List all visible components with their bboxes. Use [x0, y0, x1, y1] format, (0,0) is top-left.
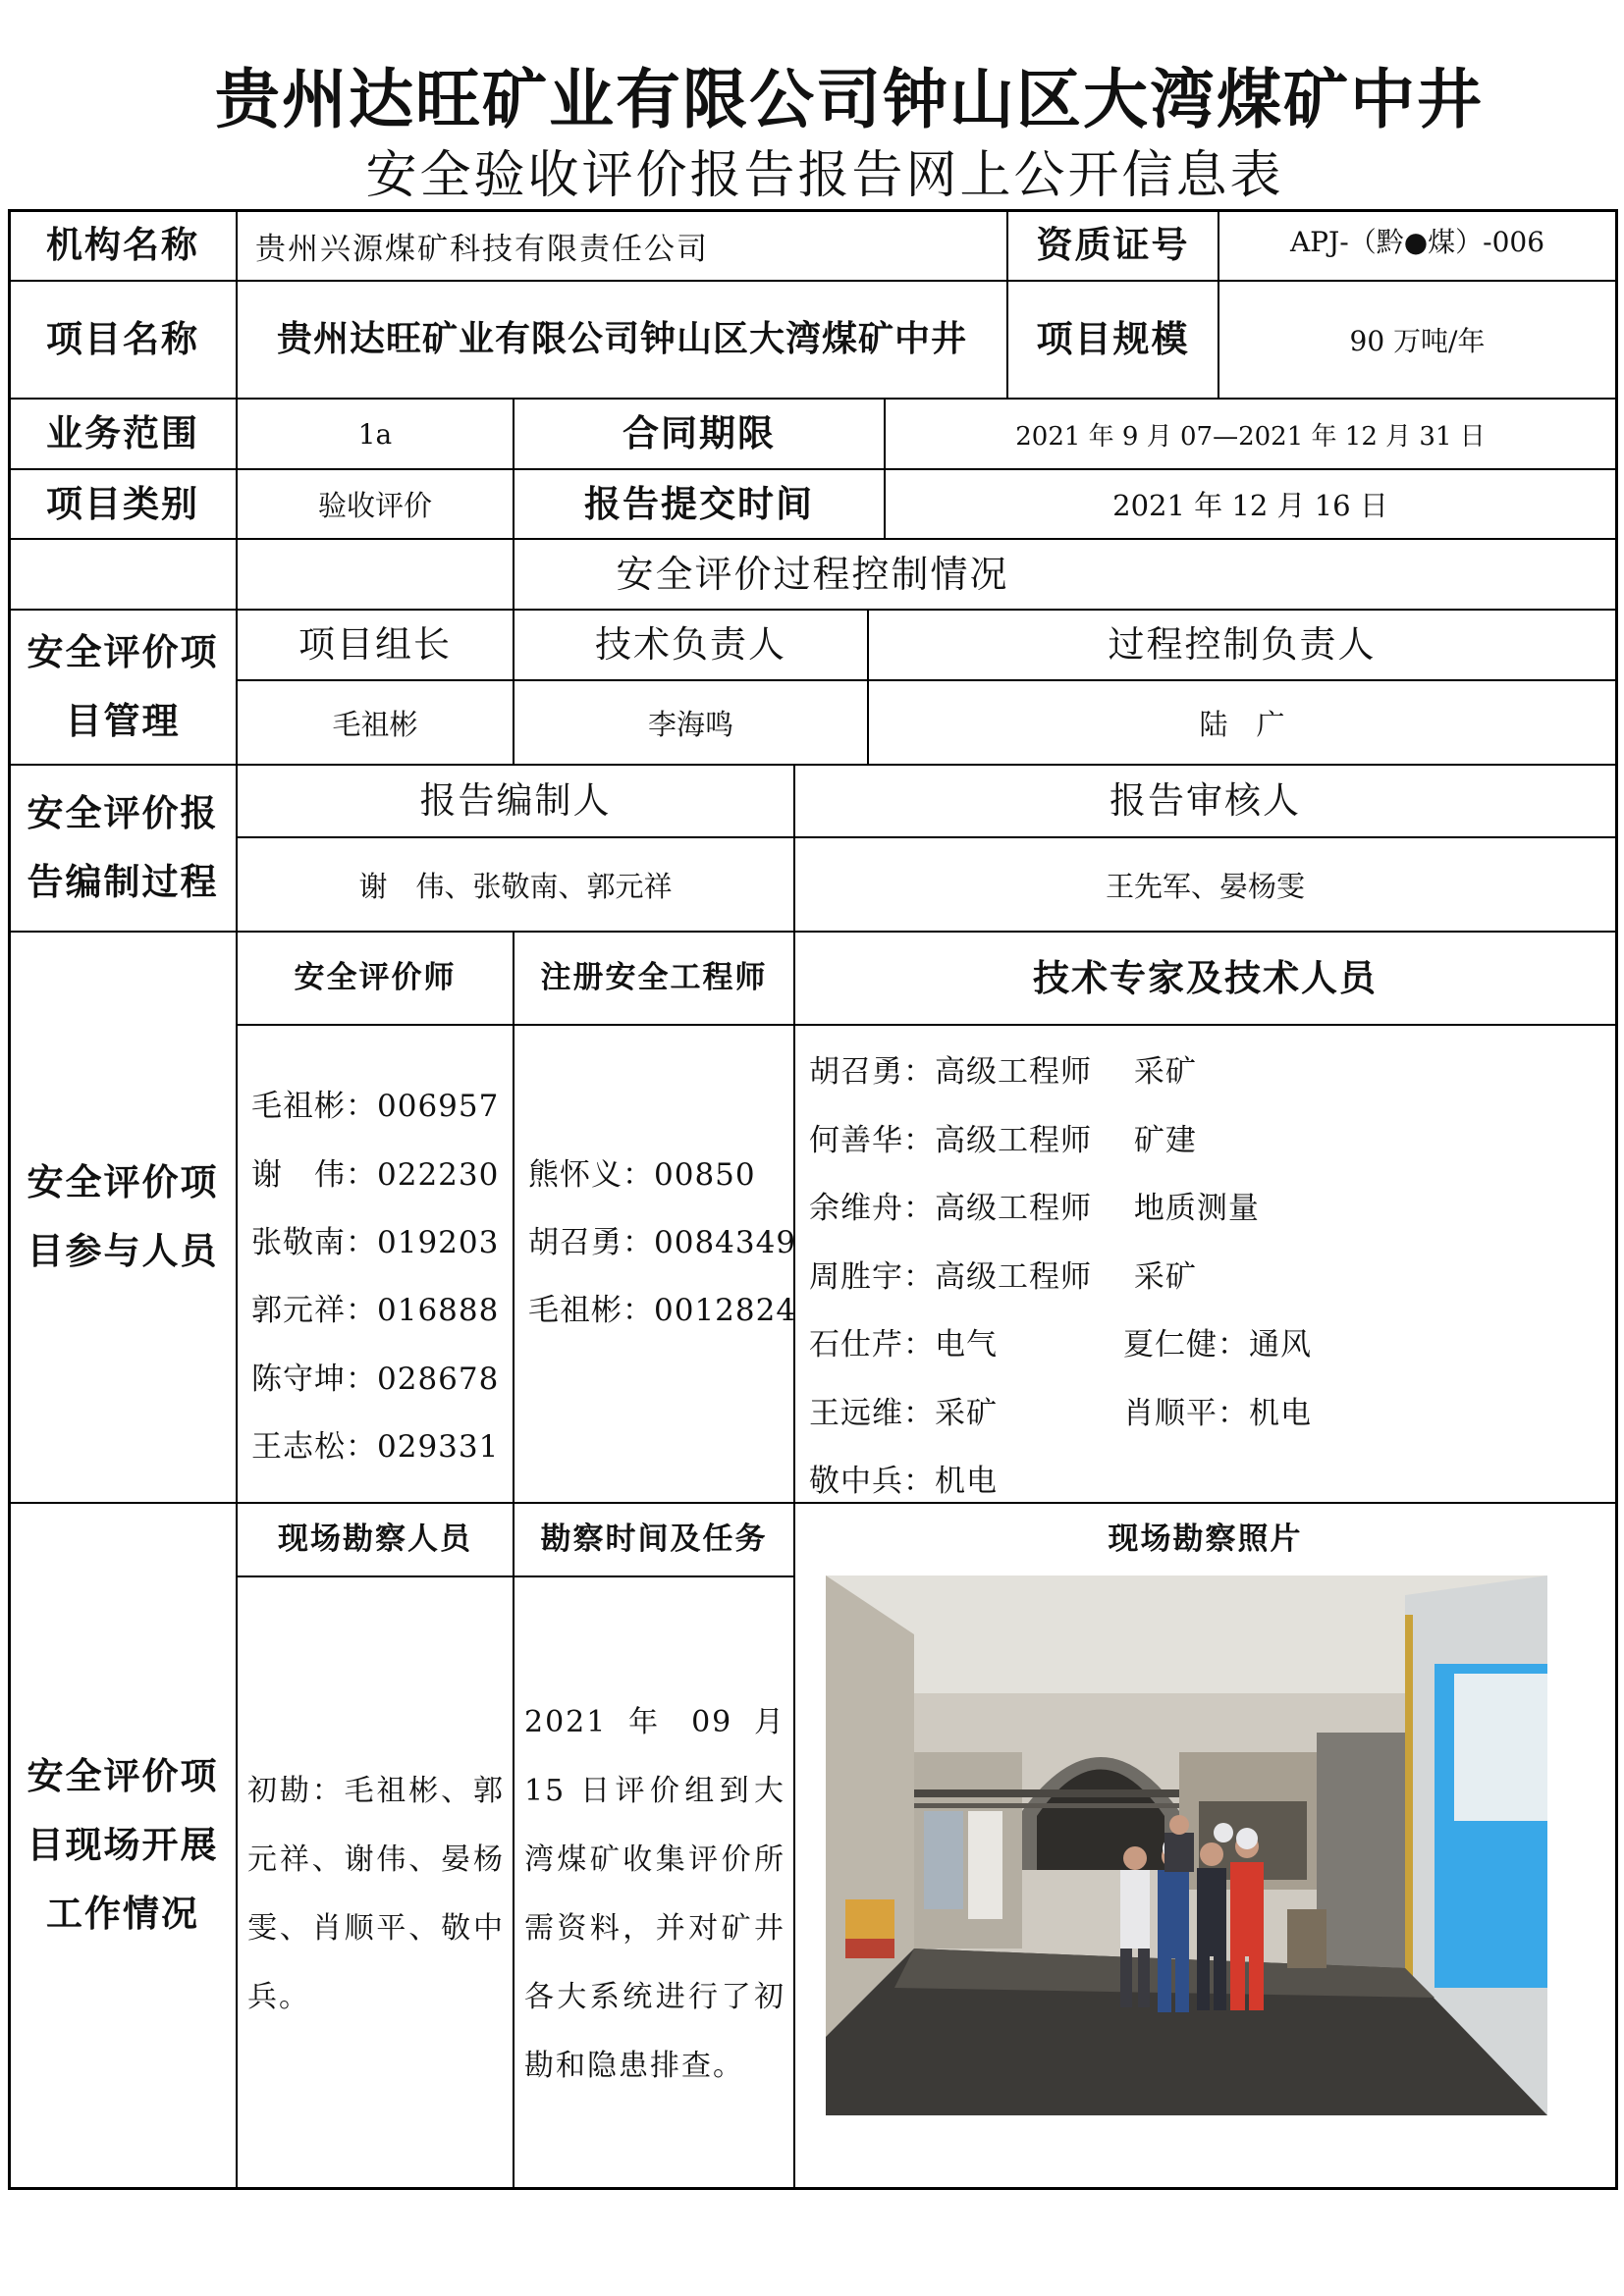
- evaluator-item: 毛祖彬：006957: [251, 1089, 500, 1124]
- org-name-value: 贵州兴源煤矿科技有限责任公司: [255, 231, 709, 267]
- tech-lead-value: 李海鸣: [647, 707, 733, 741]
- process-section-title: 安全评价过程控制情况: [616, 552, 1009, 596]
- safety-engineer-header: 注册安全工程师: [540, 960, 768, 996]
- expert-item: 石仕芹：电气 夏仁健：通风: [809, 1327, 1312, 1362]
- project-name-value: 贵州达旺矿业有限公司钟山区大湾煤矿中井: [276, 319, 967, 359]
- project-scale-value: 90 万吨/年: [1349, 325, 1486, 357]
- process-control-label: 过程控制负责人: [1108, 623, 1377, 667]
- document-subtitle: 安全验收评价报告报告网上公开信息表: [365, 146, 1284, 205]
- report-process-label: 安全评价报告编制过程: [27, 792, 219, 903]
- team-leader-value: 毛祖彬: [332, 707, 418, 741]
- site-photo-header: 现场勘察照片: [1108, 1522, 1303, 1558]
- evaluator-item: 王志松：029331: [251, 1429, 500, 1465]
- evaluator-item: 陈守坤：028678: [251, 1362, 500, 1397]
- team-leader-label: 项目组长: [298, 623, 452, 667]
- expert-item: 余维舟：高级工程师 地质测量: [809, 1191, 1260, 1226]
- report-reviewer-value: 王先军、晏杨雯: [1105, 869, 1305, 903]
- row-rule: [236, 1024, 1616, 1026]
- site-staff-value: 初勘：毛祖彬、郭元祥、谢伟、晏杨雯、肖顺平、敬中兵。: [247, 1774, 505, 2014]
- site-staff-header: 现场勘察人员: [278, 1522, 472, 1558]
- submit-time-value: 2021 年 12 月 16 日: [1112, 489, 1388, 522]
- evaluator-item: 谢 伟：022230: [251, 1157, 500, 1193]
- engineer-item: 胡召勇：0084349: [528, 1225, 797, 1260]
- site-work-label: 安全评价项目现场开展工作情况: [27, 1755, 219, 1935]
- expert-item: 敬中兵：机电: [809, 1464, 998, 1499]
- project-category-value: 验收评价: [317, 489, 432, 522]
- participants-label: 安全评价项目参与人员: [27, 1161, 219, 1272]
- evaluator-item: 张敬南：019203: [251, 1225, 500, 1260]
- survey-task-value: 2021 年 09 月 15 日评价组到大湾煤矿收集评价所需资料，并对矿井各大系统进行了初勘和隐患排查。: [524, 1705, 785, 2083]
- report-reviewer-label: 报告审核人: [1110, 779, 1301, 823]
- expert-item: 胡召勇：高级工程师 采矿: [809, 1054, 1197, 1090]
- site-survey-photo: [826, 1575, 1547, 2115]
- table-border-right: [1615, 209, 1618, 2190]
- document-title: 贵州达旺矿业有限公司钟山区大湾煤矿中井: [215, 62, 1484, 137]
- contract-period-label: 合同期限: [623, 412, 776, 455]
- engineer-item: 毛祖彬：0012824: [528, 1293, 797, 1328]
- evaluator-header: 安全评价师: [294, 960, 457, 996]
- contract-period-value: 2021 年 9 月 07—2021 年 12 月 31 日: [1015, 421, 1486, 452]
- org-name-label: 机构名称: [46, 224, 199, 267]
- business-scope-label: 业务范围: [46, 412, 199, 455]
- process-control-value: 陆 广: [1199, 707, 1285, 741]
- cert-no-value: APJ-（黔●煤）-006: [1289, 226, 1545, 258]
- report-writer-value: 谢 伟、张敬南、郭元祥: [358, 869, 673, 903]
- expert-item: 王远维：采矿 肖顺平：机电: [809, 1396, 1312, 1431]
- expert-item: 何善华：高级工程师 矿建: [809, 1123, 1197, 1158]
- tech-lead-label: 技术负责人: [595, 623, 786, 667]
- expert-header: 技术专家及技术人员: [1033, 956, 1378, 999]
- submit-time-label: 报告提交时间: [584, 482, 814, 525]
- project-management-label: 安全评价项目管理: [27, 631, 219, 742]
- expert-item: 周胜宇：高级工程师 采矿: [809, 1259, 1197, 1295]
- report-writer-label: 报告编制人: [419, 779, 612, 823]
- project-name-label: 项目名称: [46, 318, 199, 361]
- cert-no-label: 资质证号: [1036, 224, 1190, 267]
- business-scope-value: 1a: [357, 417, 393, 451]
- row-rule: [236, 1575, 795, 1577]
- table-border-bottom: [8, 2187, 1618, 2190]
- evaluator-item: 郭元祥：016888: [251, 1293, 500, 1328]
- project-category-label: 项目类别: [46, 482, 199, 525]
- project-scale-label: 项目规模: [1036, 318, 1190, 361]
- survey-task-header: 勘察时间及任务: [540, 1522, 768, 1558]
- engineer-item: 熊怀义：00850: [528, 1157, 756, 1193]
